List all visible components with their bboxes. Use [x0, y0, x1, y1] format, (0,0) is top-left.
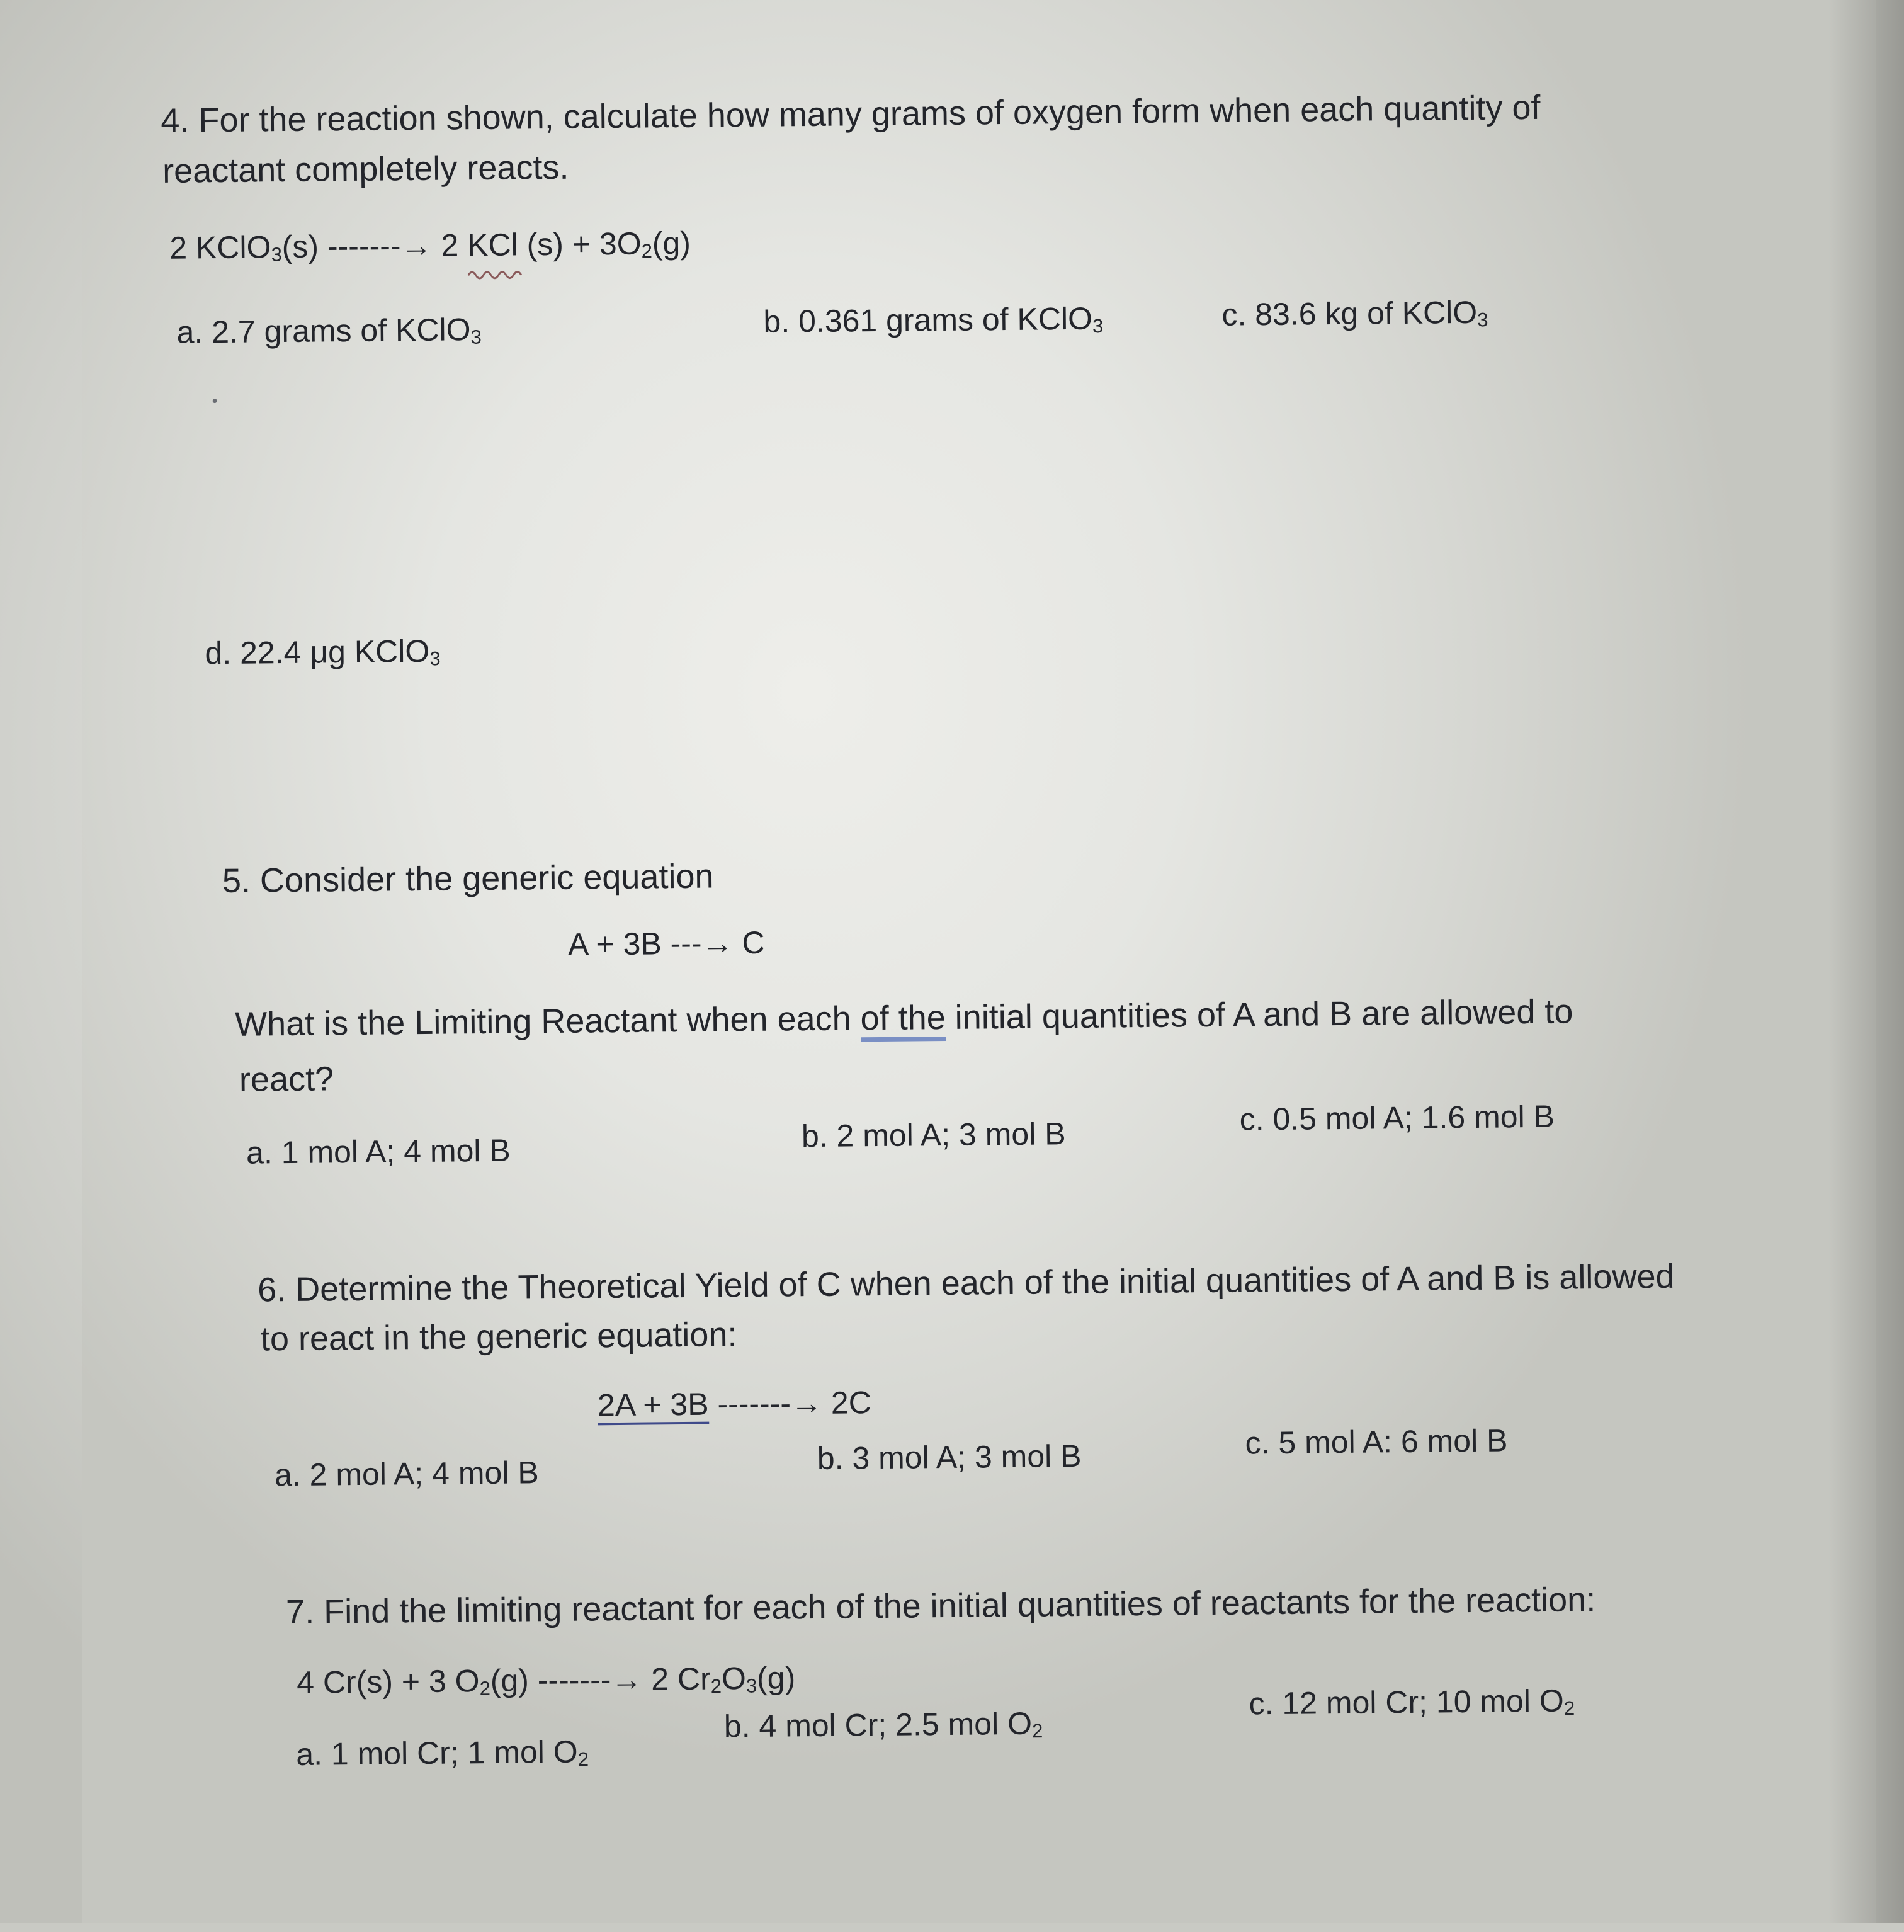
- q4-eq-arrow: -------→: [327, 227, 433, 264]
- q7-eq-left-state: (g): [490, 1662, 530, 1698]
- q7-part-a-sub: 2: [577, 1748, 589, 1771]
- q4-eq-product1: 2 KCl: [441, 227, 518, 263]
- q7-equation: [297, 1659, 796, 1702]
- q7-part-b-label: b. 4 mol Cr; 2.5 mol O: [723, 1705, 1033, 1744]
- q4-eq-product1-state: (s) + 3O: [526, 225, 642, 263]
- q4-eq-reactant-state: (s): [281, 229, 319, 265]
- q4-eq-product2-sub: 2: [641, 239, 653, 263]
- q4-part-c-sub: 3: [1477, 309, 1488, 331]
- q6-part-a: a. 2 mol A; 4 mol B: [274, 1455, 539, 1493]
- q7-eq-product-state: (g): [756, 1660, 796, 1696]
- q4-prompt-line2: reactant completely reacts.: [162, 148, 569, 190]
- q5-question-start: What is the Limiting Reactant when each: [234, 999, 861, 1043]
- q5-question-line1: [235, 991, 1573, 1045]
- q5-equation: A + 3B ---→ C: [567, 924, 765, 962]
- q5-part-c: c. 0.5 mol A; 1.6 mol B: [1239, 1098, 1555, 1137]
- q4-part-d-label: d. 22.4 μg KClO: [205, 633, 430, 671]
- q7-eq-left-sub: 2: [479, 1677, 491, 1700]
- q7-prompt: 7. Find the limiting reactant for each of the initial quantities of reactants for the reaction:: [285, 1581, 1596, 1632]
- q6-equation-rest: -------→ 2C: [708, 1385, 872, 1422]
- q7-part-b: [724, 1705, 1043, 1746]
- q7-eq-product-mid: O: [721, 1661, 747, 1696]
- q7-eq-left: 4 Cr(s) + 3 O: [296, 1663, 480, 1700]
- q5-question-line2: react?: [239, 1060, 334, 1099]
- q7-part-c: [1249, 1681, 1575, 1723]
- q6-part-b: b. 3 mol A; 3 mol B: [817, 1438, 1082, 1476]
- q4-part-d-sub: 3: [429, 647, 441, 670]
- q5-prompt: 5. Consider the generic equation: [222, 857, 714, 901]
- pencil-dot-mark: [213, 399, 217, 403]
- q4-part-c: [1221, 293, 1488, 334]
- q7-part-c-sub: 2: [1563, 1697, 1575, 1720]
- q7-eq-arrow: -------→: [528, 1661, 652, 1698]
- q4-eq-product2-state: (g): [652, 225, 691, 261]
- q6-part-c: c. 5 mol A: 6 mol B: [1245, 1423, 1508, 1461]
- q5-question-underlined: of the: [860, 999, 946, 1042]
- q6-equation-underlined: 2A + 3B: [598, 1387, 709, 1426]
- q4-part-a-label: a. 2.7 grams of KClO: [176, 312, 471, 350]
- q7-eq-product-sub1: 2: [710, 1675, 722, 1698]
- q5-question-end: initial quantities of A and B are allowed to: [945, 992, 1573, 1037]
- q7-eq-product: 2 Cr: [650, 1661, 711, 1697]
- q4-part-a: [176, 310, 482, 351]
- q4-part-b-sub: 3: [1092, 315, 1104, 338]
- q7-part-b-sub: 2: [1031, 1720, 1043, 1742]
- handwritten-squiggle-mark: [467, 268, 524, 281]
- q6-equation: [598, 1384, 871, 1424]
- q4-prompt-line1: 4. For the reaction shown, calculate how many grams of oxygen form when each quantity of: [161, 88, 1541, 140]
- q4-part-b: [763, 300, 1103, 341]
- q7-eq-product-sub2: 3: [745, 1674, 757, 1697]
- q4-equation: [169, 224, 691, 268]
- q4-part-b-label: b. 0.361 grams of KClO: [763, 300, 1093, 339]
- q7-part-a: [296, 1732, 589, 1773]
- q6-prompt-line2: to react in the generic equation:: [260, 1315, 737, 1358]
- q4-eq-reactant: 2 KClO: [169, 229, 271, 266]
- q5-part-b: b. 2 mol A; 3 mol B: [801, 1116, 1066, 1154]
- q4-part-c-label: c. 83.6 kg of KClO: [1221, 294, 1478, 332]
- q4-eq-reactant-sub: 3: [271, 243, 283, 266]
- q7-part-a-label: a. 1 mol Cr; 1 mol O: [296, 1734, 578, 1772]
- q5-part-a: a. 1 mol A; 4 mol B: [246, 1132, 511, 1171]
- q4-part-d: [205, 632, 441, 673]
- q4-part-a-sub: 3: [470, 326, 482, 348]
- q6-prompt-line1: 6. Determine the Theoretical Yield of C when each of the initial quantities of A and B is allowed: [257, 1257, 1675, 1309]
- q7-part-c-label: c. 12 mol Cr; 10 mol O: [1249, 1683, 1564, 1722]
